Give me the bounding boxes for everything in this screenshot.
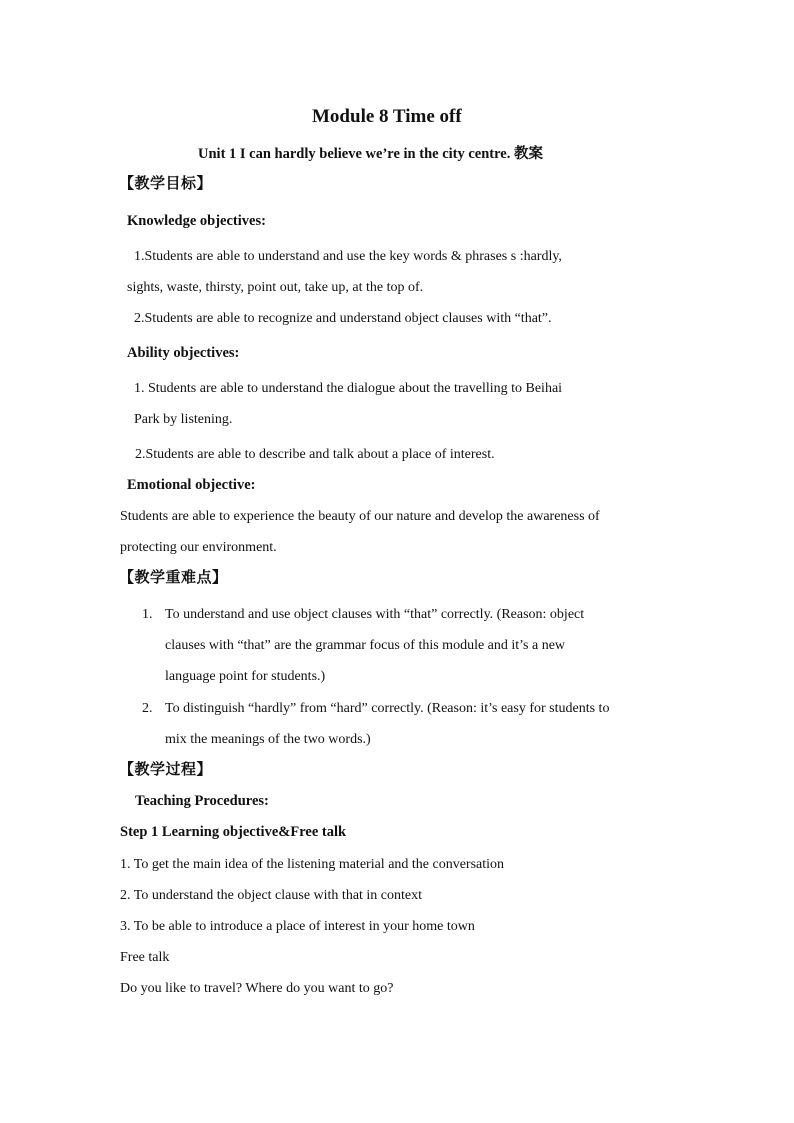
process-heading: 【教学过程】 <box>119 762 213 778</box>
key-point-1-number: 1. <box>142 607 153 622</box>
key-point-1: To understand and use object clauses with “that” correctly. (Reason: object <box>165 607 585 622</box>
knowledge-item-1: 1.Students are able to understand and use the key words & phrases s :hardly, <box>134 249 562 264</box>
procedures-heading: Teaching Procedures: <box>135 793 269 809</box>
step-1-item-2: 2. To understand the object clause with that in context <box>120 888 423 903</box>
key-point-2-number: 2. <box>142 701 153 716</box>
emotional-text: Students are able to experience the beauty of our nature and develop the awareness of <box>120 509 600 524</box>
step-1-heading: Step 1 Learning objective&Free talk <box>120 824 347 840</box>
key-point-1-cont-2: language point for students.) <box>165 669 326 684</box>
key-point-2-cont: mix the meanings of the two words.) <box>165 732 371 747</box>
ability-item-1-cont: Park by listening. <box>134 412 233 427</box>
objectives-heading: 【教学目标】 <box>119 176 213 192</box>
ability-item-1: 1. Students are able to understand the dialogue about the travelling to Beihai <box>134 381 563 396</box>
knowledge-heading: Knowledge objectives: <box>127 213 266 229</box>
key-point-2: To distinguish “hardly” from “hard” correctly. (Reason: it’s easy for students to <box>165 701 610 716</box>
knowledge-item-2: 2.Students are able to recognize and understand object clauses with “that”. <box>134 311 552 326</box>
emotional-heading: Emotional objective: <box>127 477 256 493</box>
ability-item-2: 2.Students are able to describe and talk about a place of interest. <box>135 447 495 462</box>
ability-heading: Ability objectives: <box>127 345 240 361</box>
free-talk-question: Do you like to travel? Where do you want to go? <box>120 981 394 996</box>
key-point-1-cont: clauses with “that” are the grammar focus of this module and it’s a new <box>165 638 566 653</box>
knowledge-item-1-cont: sights, waste, thirsty, point out, take up, at the top of. <box>127 280 424 295</box>
document-title: Module 8 Time off <box>312 106 462 127</box>
unit-subtitle: Unit 1 I can hardly believe we’re in the city centre. 教案 <box>198 146 543 162</box>
step-1-item-1: 1. To get the main idea of the listening material and the conversation <box>120 857 505 872</box>
emotional-text-cont: protecting our environment. <box>120 540 277 555</box>
key-points-heading: 【教学重难点】 <box>119 570 228 586</box>
step-1-item-3: 3. To be able to introduce a place of interest in your home town <box>120 919 475 934</box>
free-talk-label: Free talk <box>120 950 170 965</box>
